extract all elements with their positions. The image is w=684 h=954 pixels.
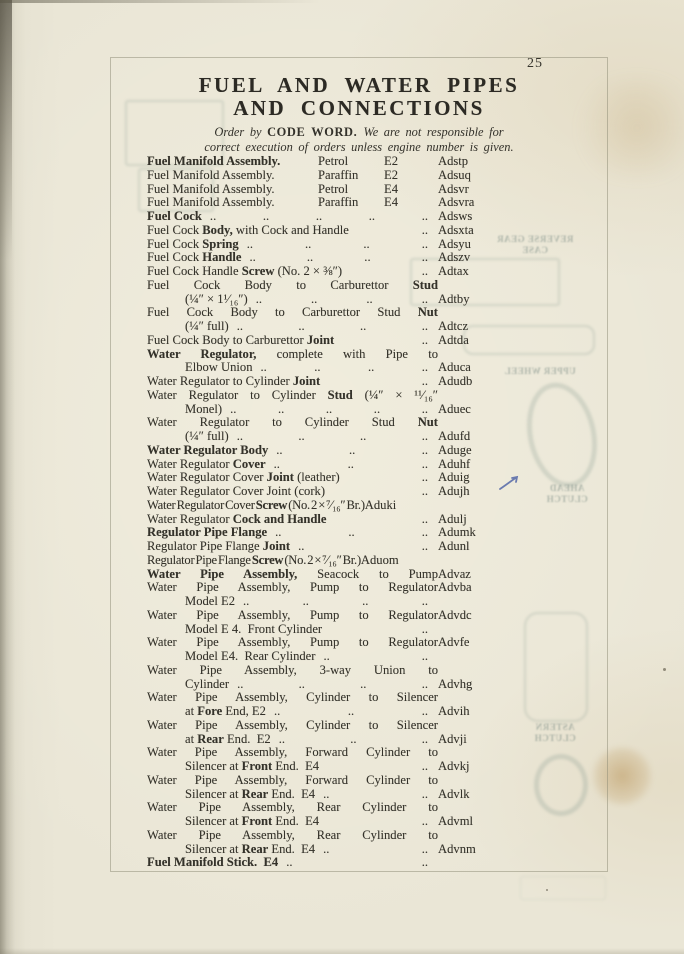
item-description: Water Regulator Cover Joint (cork) (147, 484, 326, 498)
code-word: Aduhf (438, 456, 471, 471)
code-word: Advba (438, 580, 472, 595)
order-note-emphasis: CODE WORD. (267, 125, 358, 139)
leader-dots: .. (421, 375, 428, 388)
fuel-type: Petrol (318, 154, 349, 168)
list-row (147, 513, 505, 527)
page-title-line1: FUEL AND WATER PIPES (198, 73, 520, 97)
code-word: Aduge (438, 442, 472, 457)
item-description: Fuel Manifold Assembly. (147, 167, 275, 182)
list-row (147, 334, 505, 348)
item-description: Water Regulator Cover (147, 456, 266, 471)
item-description: Fuel Cock (147, 209, 202, 223)
code-word: Adufd (438, 429, 471, 443)
item-description: Water Pipe Assembly, Rear Cylinder to (147, 827, 438, 842)
list-row (147, 224, 505, 238)
code-word: Aduca (438, 360, 471, 375)
content-border (110, 57, 608, 872)
leader-dots: .. (421, 760, 428, 773)
list-row (147, 774, 505, 788)
list-row (147, 554, 505, 568)
code-word: Adsvr (438, 181, 469, 196)
item-description: Water Pipe Assembly, Forward Cylinder to (147, 745, 438, 760)
item-description: Fuel Manifold Stick. E4 (147, 855, 279, 870)
leader-dots: .. .. .. .. .. (209, 210, 428, 223)
engine-model: E2 (384, 154, 398, 168)
item-description: Fuel Manifold Assembly. (147, 181, 275, 196)
code-word: Advnm (438, 841, 476, 856)
engine-model: E4 (384, 195, 398, 210)
item-description: Regulator Pipe Flange (147, 525, 268, 540)
list-row (147, 719, 505, 733)
code-word: Adsuq (438, 167, 471, 182)
code-word: Adszv (438, 250, 471, 265)
list-row (147, 403, 505, 417)
code-word: Advfe (438, 635, 470, 650)
leader-dots: .. .. (323, 650, 428, 663)
item-description: Water Pipe Assembly, Seacock to Pump (147, 566, 438, 581)
list-row (147, 196, 505, 210)
leader-dots: .. .. (298, 540, 428, 553)
list-row (147, 485, 505, 499)
engine-model: E2 (384, 167, 398, 182)
leader-dots: .. .. .. (273, 705, 428, 718)
page-header (139, 74, 579, 154)
item-description: Cylinder (185, 676, 230, 691)
item-description: Water Regulator Cock and Handle (147, 511, 327, 526)
item-description: Fuel Cock Body to Carburettor Joint (147, 332, 335, 347)
page-number: 25 (527, 56, 543, 71)
item-description: Silencer at Rear End. E4 (185, 786, 316, 801)
code-word: Advji (438, 731, 467, 746)
list-row (147, 416, 505, 430)
leader-dots: .. .. (323, 842, 428, 856)
list-row (147, 691, 505, 705)
code-word: Aduki (364, 497, 397, 512)
code-word: Aduig (438, 470, 470, 485)
leader-dots: .. (421, 223, 428, 237)
item-description: Monel) (185, 401, 223, 416)
item-description: Water Pipe Assembly, Pump to Regulator (147, 580, 438, 595)
fuel-type: Petrol (318, 181, 349, 196)
bleed-through-text: REVERSE GEAR CASE (496, 234, 574, 255)
list-row (147, 306, 505, 320)
item-description: Silencer at Rear End. E4 (185, 841, 316, 856)
list-row (147, 279, 505, 293)
item-description: Water Pipe Assembly, Pump to Regulator (147, 607, 438, 622)
list-row (147, 636, 505, 650)
list-row (147, 458, 505, 472)
page-title-line2: AND CONNECTIONS (233, 96, 485, 120)
leader-dots: .. .. .. .. (236, 320, 428, 333)
list-row (147, 678, 505, 692)
code-word: Aduec (438, 401, 471, 416)
list-row (147, 471, 505, 485)
list-row (147, 568, 505, 582)
leader-dots: .. (421, 512, 428, 526)
list-row (147, 801, 505, 815)
bleed-through-text: UPPER WHEEL (504, 366, 576, 376)
engine-model: E4 (384, 181, 398, 196)
item-description: (¼″ × 1¹⁄₁₆″) (185, 291, 248, 306)
code-word: Adulj (438, 511, 467, 526)
list-row (147, 581, 505, 595)
list-row (147, 389, 505, 403)
list-row (147, 746, 505, 760)
parts-list (147, 155, 505, 870)
item-description: Model E4. Rear Cylinder (185, 649, 316, 663)
pen-mark (498, 474, 520, 494)
list-row (147, 733, 505, 747)
list-row (147, 320, 505, 334)
spine-shadow-top (0, 0, 12, 260)
item-description: Fuel Cock Spring (147, 236, 239, 251)
code-word: Advml (438, 814, 473, 828)
leader-dots: .. .. .. .. .. (230, 402, 428, 416)
list-row (147, 650, 505, 664)
list-row (147, 595, 505, 609)
list-row (147, 540, 505, 554)
code-word: Advaz (438, 566, 471, 581)
leader-dots: .. (421, 485, 428, 498)
paper-speck (663, 668, 666, 671)
code-word: Adtby (438, 291, 470, 306)
bleed-through-shape (520, 876, 606, 900)
item-description: Model E 4. Front Cylinder (185, 621, 323, 636)
leader-dots: .. .. (323, 787, 428, 801)
item-description: Fuel Cock Body to Carburettor Stud Nut (147, 305, 438, 320)
code-word: Advlk (438, 786, 470, 801)
code-word: Adsyu (438, 236, 471, 251)
bleed-through-text: AHEAD CLUTCH (546, 483, 588, 504)
code-word: Advdc (438, 607, 472, 622)
list-row (147, 815, 505, 829)
item-description: Silencer at Front End. E4 (185, 814, 320, 828)
leader-dots: .. .. .. (276, 443, 428, 457)
list-row (147, 609, 505, 623)
item-description: Fuel Manifold Assembly. (147, 195, 275, 210)
item-description: Water Regulator to Cylinder Joint (147, 374, 321, 388)
list-row (147, 375, 505, 389)
fuel-type: Paraffin (318, 167, 359, 182)
leader-dots: .. .. .. .. (243, 595, 428, 608)
code-word: Aduom (360, 552, 399, 567)
list-row (147, 829, 505, 843)
item-description: Elbow Union (185, 360, 253, 375)
order-note-rest: We are not responsible for (357, 125, 504, 139)
code-word: Advih (438, 704, 470, 718)
item-description: Water Pipe Assembly, Forward Cylinder to (147, 772, 438, 787)
item-description: Fuel Manifold Assembly. (147, 154, 281, 168)
list-row (147, 251, 505, 265)
code-word: Adumk (438, 525, 476, 540)
list-row (147, 856, 505, 870)
code-word: Adunl (438, 539, 470, 553)
code-word: Advhg (438, 676, 473, 691)
item-description: Water Regulator Cover Joint (leather) (147, 470, 340, 485)
fuel-type: Paraffin (318, 195, 359, 210)
list-row (147, 183, 505, 197)
code-word: Advkj (438, 759, 470, 773)
item-description: Regulator Pipe Flange Joint (147, 539, 291, 553)
item-description: at Fore End, E2 (185, 704, 266, 718)
item-description: at Rear End. E2 (185, 731, 271, 746)
leader-dots: .. .. .. .. (236, 430, 428, 443)
leader-dots: .. .. (286, 856, 428, 870)
code-word: Adtcz (438, 319, 469, 333)
list-row (147, 526, 505, 540)
item-description: Water Pipe Assembly, Pump to Regulator (147, 635, 438, 650)
list-row (147, 499, 505, 513)
leader-dots: .. .. .. (278, 732, 428, 746)
code-word: Adudb (438, 374, 473, 388)
order-note-lead: Order by (214, 125, 268, 139)
item-description: Silencer at Front End. E4 (185, 759, 320, 773)
page-top-edge-shadow (0, 0, 320, 3)
list-row (147, 664, 505, 678)
code-word: Adujh (438, 484, 470, 498)
list-row (147, 238, 505, 252)
order-note-line2: correct execution of orders unless engine number is given. (204, 139, 514, 154)
item-description: Water Pipe Assembly, Cylinder to Silencer (147, 717, 438, 732)
item-description: (¼″ full) (185, 429, 229, 443)
list-row (147, 155, 505, 169)
leader-dots: .. (421, 471, 428, 485)
item-description: Water Regulator Cover Screw (No. 2 × ⁷⁄₁₆″ Br.) (147, 497, 365, 512)
item-description: Fuel Cock Body, with Cock and Handle (147, 222, 349, 237)
code-word: Adtax (438, 264, 469, 278)
item-description: Water Pipe Assembly, Rear Cylinder to (147, 800, 438, 815)
leader-dots: .. .. .. .. (237, 677, 428, 691)
code-word: Adsws (438, 209, 473, 223)
list-row (147, 430, 505, 444)
page-bottom-edge-shadow (0, 948, 684, 954)
leader-dots: .. .. .. .. (260, 361, 428, 375)
code-word: Adsxta (438, 222, 474, 237)
leader-dots: .. (421, 622, 428, 636)
leader-dots: .. (421, 815, 428, 828)
list-row (147, 210, 505, 224)
item-description: Fuel Cock Handle (147, 250, 242, 265)
leader-dots: .. .. .. (273, 457, 428, 471)
leader-dots: .. (421, 265, 428, 278)
paper-speck (546, 889, 548, 891)
item-description: Water Regulator, complete with Pipe to (147, 346, 439, 361)
list-row (147, 348, 505, 362)
item-description: Regulator Pipe Flange Screw (No. 2 × ⁷⁄₁₆″ Br.) (147, 552, 361, 567)
leader-dots: .. .. .. .. (255, 292, 428, 306)
item-description: Water Pipe Assembly, 3-way Union to (147, 662, 438, 677)
list-row (147, 169, 505, 183)
code-word: Adtda (438, 332, 469, 347)
list-row (147, 705, 505, 719)
order-note (139, 125, 579, 154)
item-description: Water Regulator to Cylinder Stud Nut (147, 415, 438, 430)
code-word: Adstp (438, 154, 469, 168)
list-row (147, 444, 505, 458)
item-description: Water Pipe Assembly, Cylinder to Silencer (147, 690, 438, 705)
list-row (147, 623, 505, 637)
code-word: Adsvra (438, 195, 475, 210)
list-row (147, 788, 505, 802)
bleed-through-text: ASTERN CLUTCH (534, 722, 576, 743)
list-row (147, 843, 505, 857)
list-row (147, 760, 505, 774)
list-row (147, 265, 505, 279)
item-description: Fuel Cock Body to Carburettor Stud (147, 277, 438, 292)
leader-dots: .. .. .. (275, 526, 428, 540)
item-description: Model E2 (185, 594, 236, 608)
leader-dots: .. .. .. .. (246, 237, 428, 251)
item-description: (¼″ full) (185, 319, 229, 333)
leader-dots: .. (421, 333, 428, 347)
item-description: Water Regulator to Cylinder Stud (¼″ × ¹¹⁄₁₆″ (147, 387, 438, 402)
leader-dots: .. .. .. .. (249, 251, 428, 265)
item-description: Fuel Cock Handle Screw (No. 2 × ⅜″) (147, 264, 343, 278)
list-row (147, 361, 505, 375)
item-description: Water Regulator Body (147, 442, 269, 457)
list-row (147, 293, 505, 307)
